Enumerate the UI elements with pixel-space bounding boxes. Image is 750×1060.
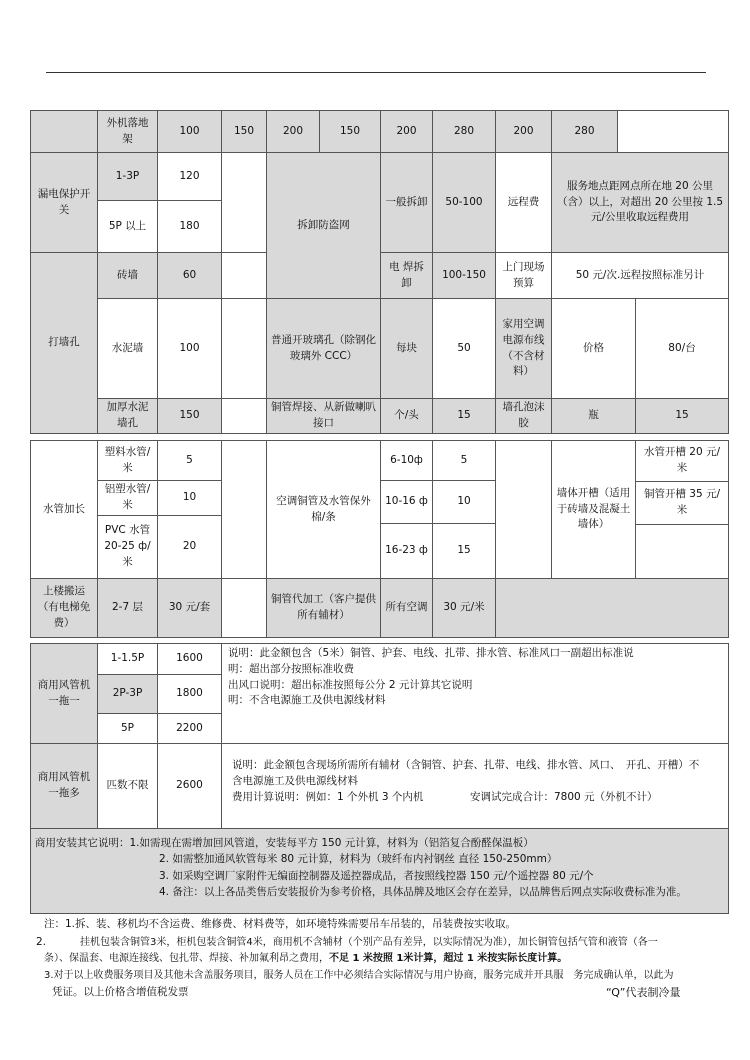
copper-process-spec: 所有空调: [380, 578, 433, 638]
stairs-spec: 2-7 层: [97, 578, 158, 638]
travel-fee-label: 远程费: [495, 152, 552, 253]
blank: [221, 440, 267, 579]
general-dismantle-price: 50-100: [432, 152, 496, 253]
commercial-notes: [30, 828, 729, 914]
note-line: 4. 备注：以上各品类售后安装报价为参考价格，具体品牌及地区会存在差异，以品牌售后网点实际收费标准为准。: [159, 885, 687, 898]
frame-price: 200: [380, 110, 433, 153]
frame-price: 150: [319, 110, 381, 153]
copper-weld-label: 铜管焊接、从新做喇叭接口: [266, 398, 381, 434]
onsite-budget-desc: 50 元/次.远程按照标准另计: [551, 252, 729, 299]
foam-unit: 瓶: [551, 398, 636, 434]
frame-blank: [30, 110, 98, 153]
stairs-price: 30 元/套: [157, 578, 222, 638]
wall-slot-label: 墙体开槽（适用于砖墙及混凝土墙体）: [551, 440, 636, 579]
frame-price: 150: [221, 110, 267, 153]
note-line: 商用安装其它说明：1.如需现在需增加回风管道，安装每平方 150 元计算，材料为（铝箔复合酚醛保温板）: [35, 837, 534, 849]
frame-price: 280: [551, 110, 618, 153]
power-wiring-label: 家用空调电源布线（不含材料）: [495, 298, 552, 399]
duct-single-spec: 2P-3P: [97, 674, 158, 714]
copper-process-price: 30 元/米: [432, 578, 496, 638]
power-wiring-price-label: 价格: [551, 298, 636, 399]
copper-pipe-price: 5: [432, 440, 496, 481]
note-line: 明：不含电源施工及供电源线材料: [228, 694, 386, 707]
pipe-ext-spec: 塑料水管/米: [97, 440, 158, 481]
wall-slot-price: 铜管开槽 35 元/米: [635, 481, 729, 525]
blank: [221, 398, 267, 434]
glass-hole-price: 50: [432, 298, 496, 399]
copper-pipe-label: 空调铜管及水管保外棉/条: [266, 440, 381, 579]
copper-pipe-price: 15: [432, 523, 496, 579]
note-total: 安调试完成合计：7800 元（外机不计）: [470, 790, 658, 803]
footnote-3: 3.对于以上收费服务项目及其他未含盖服务项目，服务人员在工作中必须结合实际情况与用户协商，服务完成并开具服 务完成确认单，以此为: [44, 970, 674, 981]
duct-single-spec: 1-1.5P: [97, 643, 158, 675]
duct-multi-notes: [221, 743, 729, 829]
footnote-2a: 挂机包装含铜管3米，柜机包装含铜管4米，商用机不含辅材（个别产品有差异，以实际情况为准），加长铜管包括气管和液管（各一: [80, 937, 658, 948]
general-dismantle-label: 一般拆卸: [380, 152, 433, 253]
pipe-ext-price: 20: [157, 515, 222, 579]
copper-pipe-spec: 16-23 ф: [380, 523, 433, 579]
stairs-label: 上楼搬运（有电梯免费）: [30, 578, 98, 638]
weld-dismantle-label: 电 焊拆卸: [380, 252, 433, 299]
copper-pipe-spec: 6-10ф: [380, 440, 433, 481]
travel-fee-desc: 服务地点距网点所在地 20 公里（含）以上，对超出 20 公里按 1.5 元/公里收取远程费用: [551, 152, 729, 253]
blank: [221, 298, 267, 399]
wall-hole-spec: 加厚水泥墙孔: [97, 398, 158, 434]
leakage-price: 180: [157, 200, 222, 253]
duct-multi-price: 2600: [157, 743, 222, 829]
footnote-3b: 凭证。以上价格含增值税发票: [52, 986, 189, 998]
duct-single-price: 1600: [157, 643, 222, 675]
blank: [221, 152, 267, 253]
blank: [495, 578, 729, 638]
wall-hole-price: 100: [157, 298, 222, 399]
note-line: 含电源施工及供电源线材料: [232, 774, 358, 787]
footnote-2-num: 2.: [36, 936, 47, 948]
footnote-2b: [44, 951, 567, 966]
note-line: 3. 如采购空调厂家附件无编面控制器及遥控器成品，者按照线控器 150 元/个遥控器 80 元/个: [159, 869, 594, 882]
note-line: [232, 790, 722, 806]
note-line: 2. 如需整加通风软管每米 80 元计算，材料为（玻纤布内衬钢丝 直径 150-250mm）: [159, 853, 558, 866]
foam-label: 墙孔泡沫胶: [495, 398, 552, 434]
copper-weld-price: 15: [432, 398, 496, 434]
footnote-2b-bold: 不足 1 米按照 1米计算，超过 1 米按实际长度计算。: [329, 953, 568, 964]
duct-multi-label: 商用风管机一拖多: [30, 743, 98, 829]
wall-slot-price: 水管开槽 20 元/米: [635, 440, 729, 482]
frame-price: 200: [266, 110, 320, 153]
duct-single-price: 1800: [157, 674, 222, 714]
weld-dismantle-price: 100-150: [432, 252, 496, 299]
copper-pipe-price: 10: [432, 480, 496, 524]
frame-label: 外机落地架: [97, 110, 158, 153]
blank: [221, 578, 267, 638]
frame-price: 100: [157, 110, 222, 153]
wall-hole-label: 打墙孔: [30, 252, 98, 434]
leakage-price: 120: [157, 152, 222, 201]
header-rule: [46, 72, 706, 73]
note-line: 明：超出部分按照标准收费: [228, 662, 354, 675]
pipe-ext-price: 5: [157, 440, 222, 481]
wall-hole-price: 60: [157, 252, 222, 299]
footnote-1: 注：1.拆、装、移机均不含运费、维修费、材料费等，如环境特殊需要吊车吊装的，吊装费按实收取。: [44, 918, 517, 930]
pipe-ext-spec: 铝塑水管/米: [97, 480, 158, 516]
onsite-budget-label: 上门现场预算: [495, 252, 552, 299]
leakage-spec: 5P 以上: [97, 200, 158, 253]
note-line: 说明：此金额包含现场所需所有辅材（含铜管、护套、扎带、电线、排水管、风口、 开孔、开槽）不: [232, 759, 700, 771]
blank: [495, 440, 552, 579]
wall-hole-spec: 砖墙: [97, 252, 158, 299]
note-line: 说明：此金额包含（5米）铜管、护套、电线、扎带、排水管、标准风口一副超出标准说: [228, 647, 634, 659]
blank: [635, 524, 729, 579]
wall-hole-spec: 水泥墙: [97, 298, 158, 399]
blank: [221, 252, 267, 299]
foam-price: 15: [635, 398, 729, 434]
duct-multi-spec: 匹数不限: [97, 743, 158, 829]
pipe-ext-spec: PVC 水管 20-25 ф/米: [97, 515, 158, 579]
wall-hole-price: 150: [157, 398, 222, 434]
copper-weld-unit: 个/头: [380, 398, 433, 434]
frame-price: 200: [495, 110, 552, 153]
frame-price: 280: [432, 110, 496, 153]
duct-single-spec: 5P: [97, 713, 158, 744]
duct-single-notes: [221, 643, 729, 744]
note-calc: 费用计算说明：例如：1 个外机 3 个内机: [232, 790, 424, 803]
dismantle-guard: 拆卸防盗网: [266, 152, 381, 299]
duct-single-label: 商用风管机一拖一: [30, 643, 98, 744]
brand-note: “Q”代表制冷量: [606, 986, 681, 999]
leakage-spec: 1-3P: [97, 152, 158, 201]
copper-pipe-spec: 10-16 ф: [380, 480, 433, 524]
glass-hole-unit: 每块: [380, 298, 433, 399]
pipe-ext-label: 水管加长: [30, 440, 98, 579]
footnote-2b-text: 条）、保温套、电源连接线、包扎带、焊接、补加氟利昂之费用，: [44, 953, 329, 964]
frame-empty: [617, 110, 729, 153]
duct-single-price: 2200: [157, 713, 222, 744]
glass-hole-label: 普通开玻璃孔（除钢化玻璃外 CCC）: [266, 298, 381, 399]
copper-process-label: 铜管代加工（客户提供所有辅材）: [266, 578, 381, 638]
note-line: 出风口说明：超出标准按照每公分 2 元计算其它说明: [228, 678, 473, 691]
leakage-label: 漏电保护开关: [30, 152, 98, 253]
pipe-ext-price: 10: [157, 480, 222, 516]
power-wiring-price: 80/台: [635, 298, 729, 399]
